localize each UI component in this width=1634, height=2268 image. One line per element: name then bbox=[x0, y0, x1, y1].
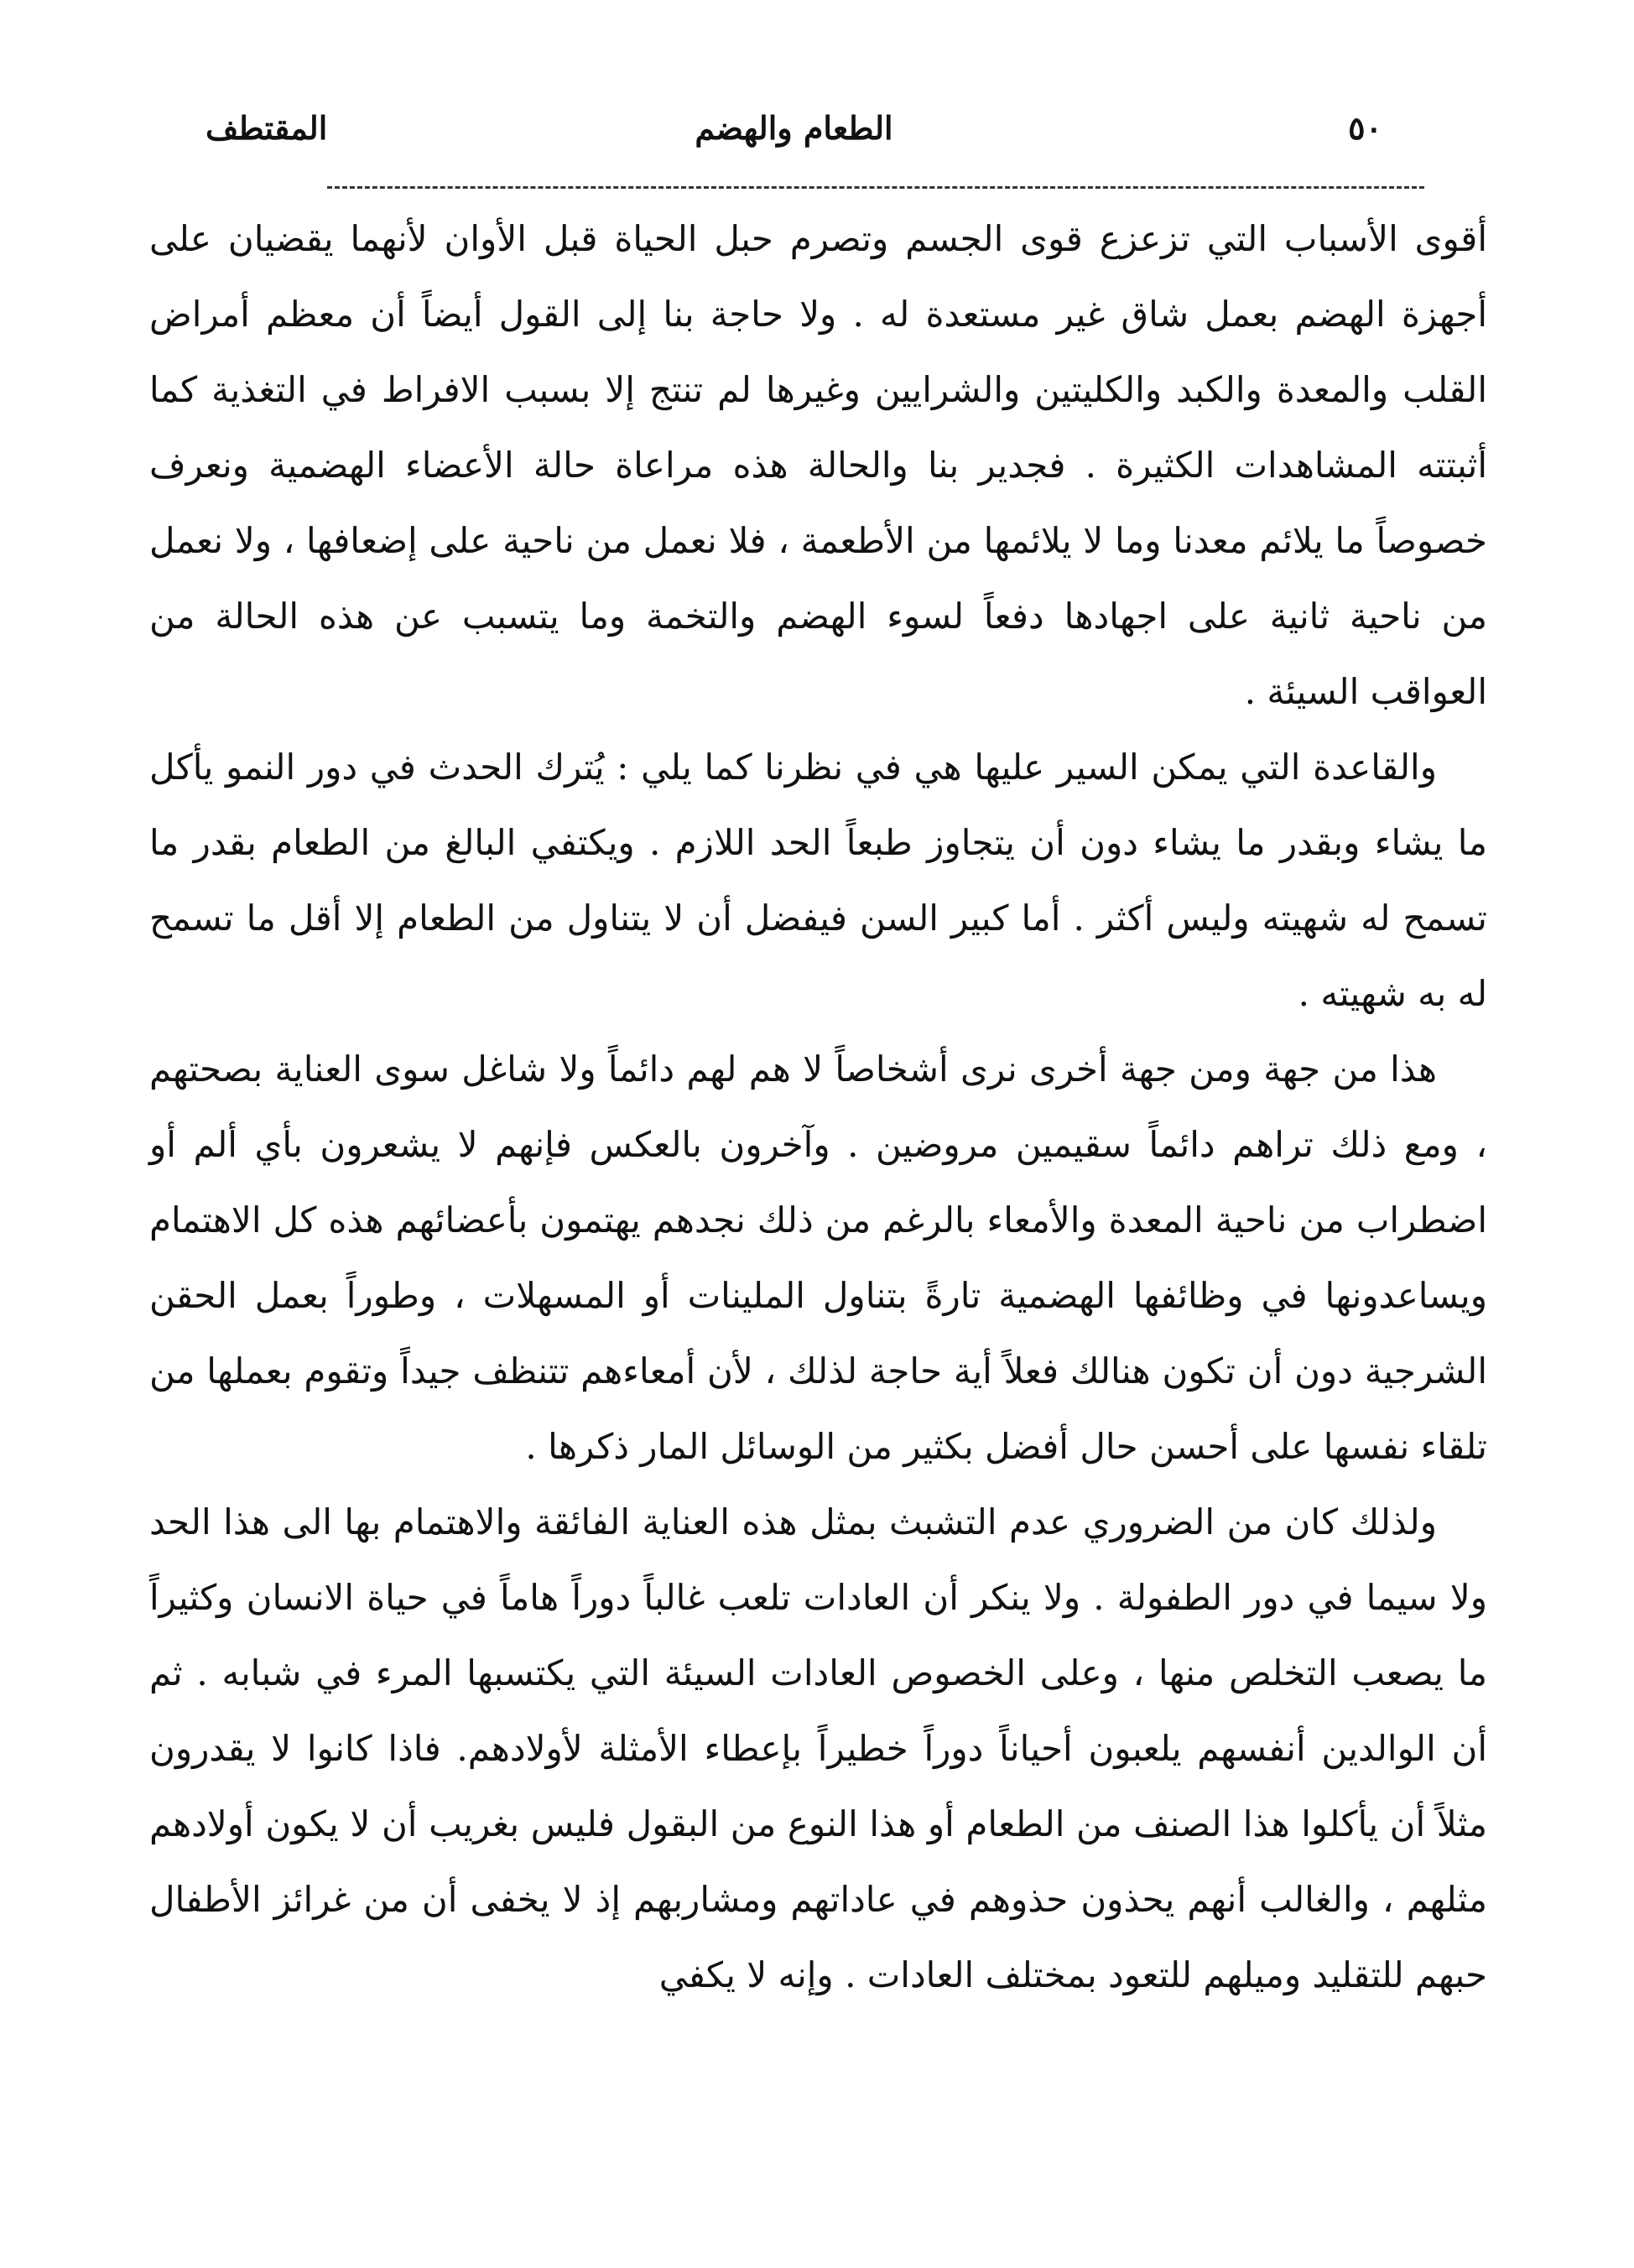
paragraph: ولذلك كان من الضروري عدم التشبث بمثل هذه العناية الفائقة والاهتمام بها الى هذا الحد ولا سيما في دور الطفولة . ولا ينكر أن العادات تلعب غالباً دوراً هاماً في حياة الانسان وكثيراً ما يصعب التخلص منها ، وعلى الخصوص العادات السيئة التي يكتسبها المرء في شبابه . ثم أن الوالدين أنفسهم يلعبون أحياناً دوراً خطيراً بإعطاء الأمثلة لأولادهم. فاذا كانوا لا يقدرون مثلاً أن يأكلوا هذا الصنف من الطعام أو هذا النوع من البقول فليس بغريب أن لا يكون أولادهم مثلهم ، والغالب أنهم يحذون حذوهم في عاداتهم ومشاربهم إذ لا يخفى أن من غرائز الأطفال حبهم للتقليد وميلهم للتعود بمختلف العادات . وإنه لا يكفي bbox=[149, 1501, 1487, 1995]
body-text bbox=[149, 201, 1487, 2013]
page-header bbox=[206, 109, 1382, 168]
journal-name: المقتطف bbox=[206, 109, 328, 147]
paragraph: هذا من جهة ومن جهة أخرى نرى أشخاصاً لا هم لهم دائماً ولا شاغل سوى العناية بصحتهم ، ومع ذلك تراهم دائماً سقيمين مروضين . وآخرون بالعكس فإنهم لا يشعرون بأي ألم أو اضطراب من ناحية المعدة والأمعاء بالرغم من ذلك نجدهم يهتمون بأعضائهم هذه كل الاهتمام ويساعدونها في وظائفها الهضمية تارةً بتناول الملينات أو المسهلات ، وطوراً بعمل الحقن الشرجية دون أن تكون هنالك فعلاً أية حاجة لذلك ، لأن أمعاءهم تتنظف جيداً وتقوم بعملها من تلقاء نفسها على أحسن حال أفضل بكثير من الوسائل المار ذكرها . bbox=[149, 1048, 1487, 1467]
page-number: ٥٠ bbox=[1348, 109, 1382, 147]
paragraph-continuation: أقوى الأسباب التي تزعزع قوى الجسم وتصرم حبل الحياة قبل الأوان لأنهما يقضيان على أجهزة الهضم بعمل شاق غير مستعدة له . ولا حاجة بنا إلى القول أيضاً أن معظم أمراض القلب والمعدة والكبد والكليتين والشرايين وغيرها لم تنتج إلا بسبب الافراط في التغذية كما أثبتته المشاهدات الكثيرة . فجدير بنا والحالة هذه مراعاة حالة الأعضاء الهضمية ونعرف خصوصاً ما يلائم معدنا وما لا يلائمها من الأطعمة ، فلا نعمل من ناحية على إضعافها ، ولا نعمل من ناحية ثانية على اجهادها دفعاً لسوء الهضم والتخمة وما يتسبب عن هذه الحالة من العواقب السيئة . bbox=[149, 218, 1487, 712]
paragraph: والقاعدة التي يمكن السير عليها هي في نظرنا كما يلي : يُترك الحدث في دور النمو يأكل ما يشاء وبقدر ما يشاء دون أن يتجاوز طبعاً الحد اللازم . ويكتفي البالغ من الطعام بقدر ما تسمح له شهيته وليس أكثر . أما كبير السن فيفضل أن لا يتناول من الطعام إلا أقل ما تسمح له به شهيته . bbox=[149, 746, 1487, 1014]
article-title: الطعام والهضم bbox=[695, 109, 893, 147]
header-divider bbox=[327, 186, 1424, 189]
